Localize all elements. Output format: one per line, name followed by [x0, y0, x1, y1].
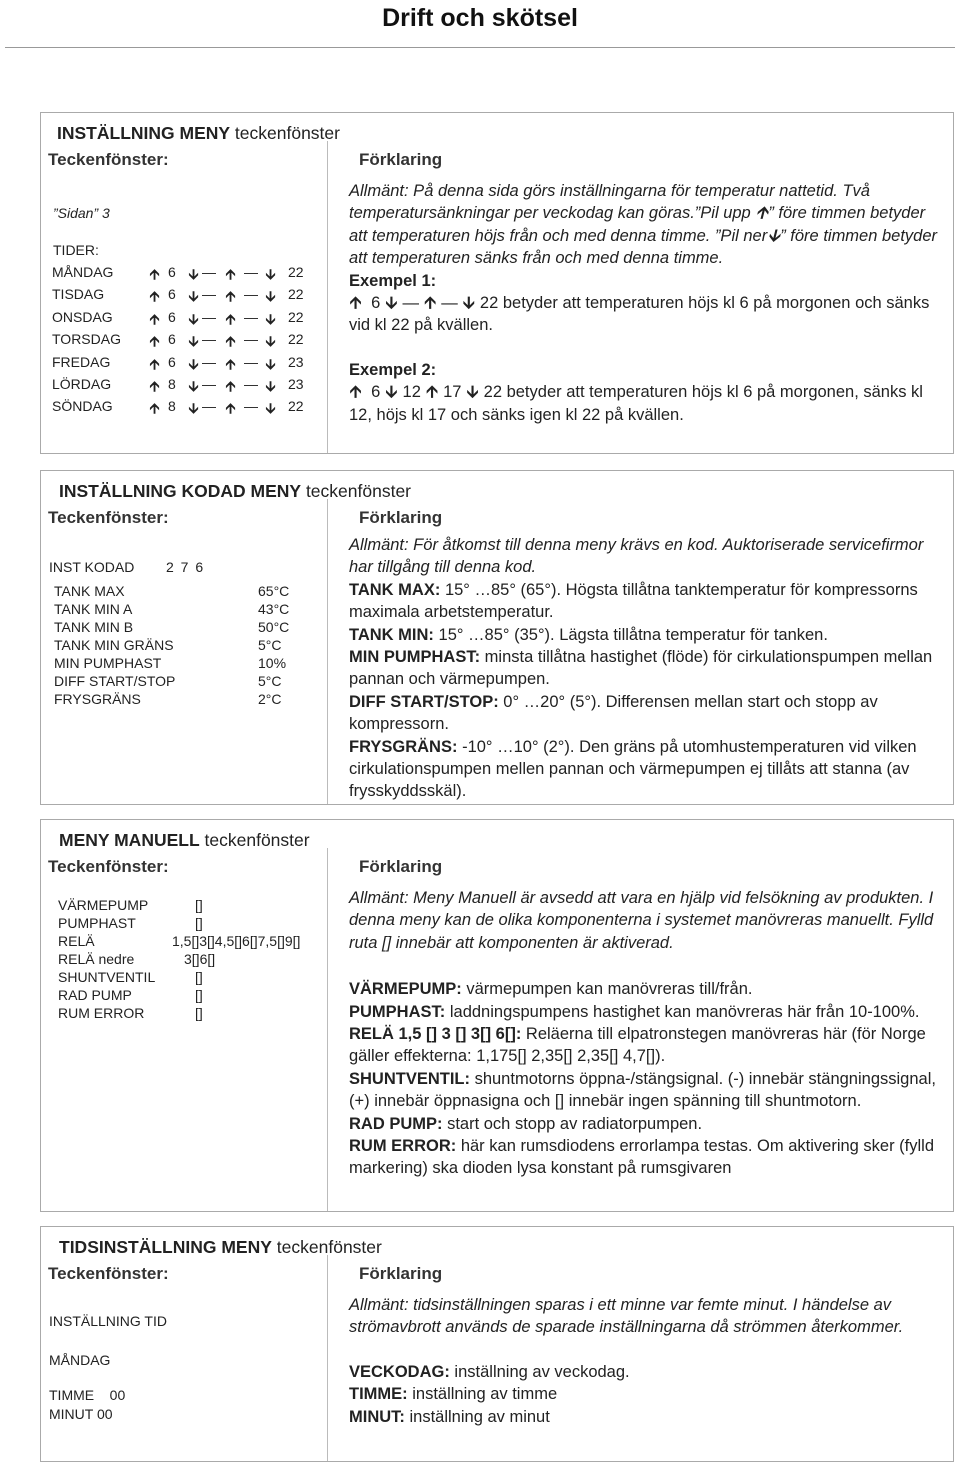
arrow-up-icon: 🡩 — [225, 310, 236, 327]
explanation-items — [349, 579, 947, 803]
dash-separator: — — [202, 353, 216, 370]
manual-row — [58, 951, 328, 969]
setting-row — [54, 601, 324, 619]
dash-separator: — — [244, 264, 258, 280]
manual-label: RUM ERROR — [58, 1005, 145, 1021]
explanation-item — [349, 1383, 947, 1405]
start-hour: 6 — [168, 353, 176, 370]
explanation-item — [349, 736, 947, 803]
explanation-header: Förklaring — [359, 857, 443, 876]
section-title — [59, 481, 411, 502]
setting-row — [54, 673, 324, 691]
section-kodad-meny — [40, 470, 954, 805]
arrow-down-icon: 🡫 — [462, 294, 475, 313]
explanation-text — [349, 1294, 947, 1428]
explanation-item — [349, 1135, 947, 1180]
manual-label: RELÄ nedre — [58, 951, 135, 967]
schedule-row — [52, 264, 322, 284]
arrow-up-icon: 🡩 — [225, 288, 236, 305]
arrow-up-icon: 🡩 — [225, 266, 236, 282]
setting-label: TANK MIN B — [54, 619, 134, 635]
arrow-up-icon: 🡩 — [149, 310, 160, 327]
item-value: här kan rumsdiodens errorlampa testas. Om aktivering sker (fylld markering) ska dioden lysa konstant på rumsgivaren — [349, 1137, 935, 1178]
explanation-header: Förklaring — [359, 1264, 443, 1283]
item-key: TANK MAX: — [349, 580, 441, 599]
display-weekday: MÅNDAG — [49, 1352, 111, 1368]
setting-label: TANK MAX — [54, 583, 125, 599]
general-text: Allmänt: tidsinställningen sparas i ett minne var femte minut. I händelse av strömavbrott används de sparade inställningarna då strömmen återkommer. — [349, 1296, 904, 1337]
manual-label: VÄRMEPUMP — [58, 897, 149, 913]
setting-label: TANK MIN GRÄNS — [54, 637, 174, 653]
manual-row — [58, 1005, 328, 1023]
section-title — [59, 1237, 382, 1258]
item-value: 15° …85° (35°). Lägsta tillåtna temperatur för tanken. — [433, 625, 828, 644]
manual-value: [] — [195, 915, 203, 931]
dash-separator: — — [202, 376, 216, 392]
example-2-text: 🡩 6 🡫 12 🡩 17 🡫 22 betyder att temperaturen höjs kl 6 på morgonen, sänks kl 12, höjs kl 17 och sänks igen kl 22 på kvällen. — [349, 383, 923, 424]
manual-value: [] — [195, 987, 203, 1003]
setting-label: MIN PUMPHAST — [54, 655, 162, 671]
manual-label: PUMPHAST — [58, 915, 136, 931]
schedule-row — [52, 309, 322, 329]
display-times-label: TIDER: — [53, 242, 99, 258]
dash-separator: — — [202, 308, 216, 325]
explanation-item — [349, 1068, 947, 1113]
arrow-up-icon: 🡩 — [426, 383, 438, 402]
display-header: Teckenfönster: — [48, 150, 169, 169]
dash-separator: — — [202, 331, 216, 348]
setting-value: 2°C — [258, 691, 282, 707]
arrow-down-icon: 🡫 — [188, 355, 199, 372]
section-title-bold: INSTÄLLNING KODAD MENY — [59, 481, 302, 501]
arrow-down-icon: 🡫 — [265, 355, 276, 372]
arrow-up-icon: 🡩 — [225, 400, 236, 417]
setting-value: 50°C — [258, 619, 290, 635]
item-value: minsta tillåtna hastighet (flöde) för cirkulationspumpen mellan pannan och värmepumpen. — [349, 648, 933, 689]
item-value: inställning av veckodag. — [449, 1362, 630, 1381]
section-title-rest: teckenfönster — [271, 1237, 382, 1257]
item-key: RELÄ 1,5 [] 3 [] 3[] 6[]: — [349, 1025, 522, 1044]
general-text: Allmänt: För åtkomst till denna meny krävs en kod. Auktoriserade servicefirmor har tillgång till denna kod. — [349, 536, 924, 577]
item-value: shuntmotorns öppna-/stängsignal. (-) innebär stängningssignal, (+) innebär öppnasigna och [] innebär ingen spänning till shuntmotorn. — [349, 1069, 936, 1111]
manual-value: [] — [195, 969, 203, 985]
display-header: Teckenfönster: — [48, 857, 169, 876]
item-key: TANK MIN: — [349, 625, 434, 644]
arrow-down-icon: 🡫 — [188, 266, 199, 282]
section-meny-manuell — [40, 819, 954, 1212]
general-text: Allmänt: På denna sida görs inställningarna för temperatur nattetid. Två temperatursänkningar per veckodag kan göras.”Pil upp 🡩” före timmen betyder att temperaturen höjs från och med denna timme. ”Pil ner🡫” före timmen betyder att temperaturen sänks från och med denna timme. — [349, 182, 938, 268]
item-value: 0° …20° (5°). Differensen mellan start och stopp av kompressorn. — [349, 692, 878, 734]
arrow-up-icon: 🡩 — [149, 355, 160, 372]
example-1-label: Exempel 1: — [349, 271, 437, 290]
arrow-down-icon: 🡫 — [466, 383, 479, 402]
setting-row — [54, 655, 324, 673]
explanation-item — [349, 646, 947, 691]
item-key: VECKODAG: — [349, 1362, 450, 1381]
manual-value: 1,5[]3[]4,5[]6[]7,5[]9[] — [172, 933, 301, 949]
manual-label: SHUNTVENTIL — [58, 969, 156, 985]
section-installning-meny — [40, 112, 954, 454]
schedule-table — [52, 264, 322, 424]
display-header: Teckenfönster: — [48, 1264, 169, 1283]
arrow-down-icon: 🡫 — [385, 294, 398, 313]
dash-separator: — — [244, 286, 258, 303]
arrow-up-icon: 🡩 — [149, 400, 160, 417]
item-key: MINUT: — [349, 1407, 405, 1426]
arrow-up-icon: 🡩 — [349, 383, 362, 402]
manual-value: [] — [195, 897, 203, 913]
setting-row — [54, 691, 324, 709]
section-title-bold: TIDSINSTÄLLNING MENY — [59, 1237, 272, 1257]
arrow-down-icon: 🡫 — [265, 288, 276, 305]
setting-row — [54, 619, 324, 637]
item-key: DIFF START/STOP: — [349, 692, 499, 711]
start-hour: 6 — [168, 331, 176, 348]
weekday-label: ONSDAG — [52, 308, 113, 325]
dash-separator: — — [202, 264, 216, 280]
schedule-row — [52, 376, 322, 396]
display-code-label: INST KODAD — [49, 559, 135, 575]
example-2-label: Exempel 2: — [349, 360, 437, 379]
arrow-down-icon: 🡫 — [188, 288, 199, 305]
section-title-rest: teckenfönster — [301, 481, 411, 501]
item-value: inställning av timme — [407, 1385, 558, 1404]
item-key: VÄRMEPUMP: — [349, 980, 462, 999]
arrow-up-icon: 🡩 — [149, 266, 160, 282]
item-value: inställning av minut — [404, 1407, 550, 1426]
display-time-title: INSTÄLLNING TID — [49, 1313, 167, 1329]
schedule-row — [52, 286, 322, 306]
explanation-items — [349, 978, 947, 1180]
arrow-down-icon: 🡫 — [188, 378, 199, 394]
explanation-text — [349, 534, 947, 803]
setting-label: FRYSGRÄNS — [54, 691, 141, 707]
manual-value: [] — [195, 1005, 203, 1021]
start-hour: 8 — [168, 376, 176, 392]
dash-separator: — — [244, 376, 258, 392]
start-hour: 6 — [168, 308, 176, 325]
section-title-bold: INSTÄLLNING MENY — [57, 123, 231, 143]
explanation-item — [349, 579, 947, 624]
item-key: TIMME: — [349, 1385, 408, 1404]
section-title — [57, 123, 340, 144]
explanation-text — [349, 180, 947, 426]
item-value: start och stopp av radiatorpumpen. — [442, 1114, 703, 1133]
setting-label: DIFF START/STOP — [54, 673, 176, 689]
item-key: PUMPHAST: — [349, 1002, 446, 1021]
weekday-label: TISDAG — [52, 286, 105, 303]
page-title: Drift och skötsel — [382, 4, 578, 32]
manual-row — [58, 897, 328, 915]
explanation-item — [349, 978, 947, 1000]
section-title — [59, 830, 310, 851]
manual-value: 3[]6[] — [184, 951, 216, 967]
arrow-up-icon: 🡩 — [225, 378, 236, 394]
arrow-up-icon: 🡩 — [225, 333, 236, 350]
explanation-item — [349, 1113, 947, 1135]
setting-value: 65°C — [258, 583, 290, 599]
item-value: laddningspumpens hastighet kan manövreras här från 10-100%. — [445, 1002, 920, 1021]
explanation-header: Förklaring — [359, 150, 443, 169]
end-hour: 22 — [288, 331, 304, 348]
end-hour: 22 — [288, 308, 304, 325]
display-header: Teckenfönster: — [48, 508, 169, 527]
arrow-down-icon: 🡫 — [265, 333, 276, 350]
arrow-down-icon: 🡫 — [188, 400, 199, 417]
start-hour: 8 — [168, 398, 176, 415]
manual-label: RELÄ — [58, 933, 95, 949]
manual-row — [58, 915, 328, 933]
weekday-label: MÅNDAG — [52, 264, 114, 280]
arrow-down-icon: 🡫 — [385, 383, 398, 402]
arrow-down-icon: 🡫 — [265, 310, 276, 327]
dash-separator: — — [244, 331, 258, 348]
arrow-up-icon: 🡩 — [424, 294, 437, 313]
schedule-row — [52, 331, 322, 351]
setting-label: TANK MIN A — [54, 601, 133, 617]
arrow-up-icon: 🡩 — [149, 288, 160, 305]
item-value: värmepumpen kan manövreras till/från. — [461, 980, 753, 999]
end-hour: 22 — [288, 264, 304, 280]
arrow-down-icon: 🡫 — [265, 266, 276, 282]
display-hour: TIMME 00 — [49, 1387, 126, 1403]
manual-row — [58, 969, 328, 987]
end-hour: 22 — [288, 398, 304, 415]
setting-row — [54, 637, 324, 655]
manual-table — [58, 897, 328, 1027]
example-1-text: 🡩 6 🡫 — 🡩 — 🡫 22 betyder att temperaturen höjs kl 6 på morgonen och sänks vid kl 22 på kvällen. — [349, 294, 930, 335]
explanation-items — [349, 1361, 947, 1428]
explanation-item — [349, 691, 947, 736]
weekday-label: SÖNDAG — [52, 398, 113, 415]
arrow-down-icon: 🡫 — [767, 226, 780, 245]
section-title-rest: teckenfönster — [230, 123, 340, 143]
start-hour: 6 — [168, 286, 176, 303]
arrow-down-icon: 🡫 — [265, 378, 276, 394]
end-hour: 23 — [288, 376, 304, 392]
explanation-item — [349, 1001, 947, 1023]
schedule-row — [52, 398, 322, 418]
weekday-label: LÖRDAG — [52, 376, 112, 392]
manual-label: RAD PUMP — [58, 987, 132, 1003]
item-key: FRYSGRÄNS: — [349, 737, 458, 756]
item-value: -10° …10° (2°). Den gräns på utomhustemperaturen vid vilken cirkulationspumpen mellen pannan och värmepumpen ej tillåts att stanna (av frysskyddsskäl). — [349, 737, 917, 801]
setting-row — [54, 583, 324, 601]
dash-separator: — — [244, 398, 258, 415]
arrow-up-icon: 🡩 — [755, 204, 768, 223]
setting-value: 43°C — [258, 601, 290, 617]
header-rule — [5, 47, 955, 48]
end-hour: 22 — [288, 286, 304, 303]
item-value: Reläerna till elpatronstegen manövreras här (för Norge gäller effekterna: 1,175[] 2,35[] 2,35[] 4,7[]). — [349, 1025, 926, 1066]
column-divider — [327, 1255, 328, 1461]
item-key: SHUNTVENTIL: — [349, 1069, 470, 1088]
setting-value: 10% — [258, 655, 287, 671]
arrow-up-icon: 🡩 — [349, 294, 362, 313]
dash-separator: — — [202, 398, 216, 415]
explanation-item — [349, 624, 947, 646]
dash-separator: — — [244, 308, 258, 325]
weekday-label: FREDAG — [52, 353, 111, 370]
explanation-header: Förklaring — [359, 508, 443, 527]
arrow-up-icon: 🡩 — [149, 378, 160, 394]
arrow-down-icon: 🡫 — [188, 333, 199, 350]
dash-separator: — — [202, 286, 216, 303]
arrow-down-icon: 🡫 — [265, 400, 276, 417]
item-key: RUM ERROR: — [349, 1137, 457, 1156]
manual-row — [58, 933, 328, 951]
item-value: 15° …85° (65°). Högsta tillåtna tanktemperatur för kompressorns maximala arbetstemperatur. — [349, 580, 918, 622]
explanation-item — [349, 1023, 947, 1068]
explanation-text — [349, 887, 947, 1180]
general-text: Allmänt: Meny Manuell är avsedd att vara en hjälp vid felsökning av produkten. I denna meny kan de olika komponenterna i systemet manövreras manuellt. Fylld ruta [] innebär att komponenten är aktiverad. — [349, 889, 934, 952]
explanation-item — [349, 1406, 947, 1428]
dash-separator: — — [244, 353, 258, 370]
schedule-row — [52, 354, 322, 374]
display-code-value: 2 7 6 — [166, 559, 204, 575]
settings-table — [54, 583, 324, 713]
arrow-up-icon: 🡩 — [225, 355, 236, 372]
arrow-up-icon: 🡩 — [149, 333, 160, 350]
item-key: RAD PUMP: — [349, 1114, 443, 1133]
display-minute: MINUT 00 — [49, 1406, 113, 1422]
manual-row — [58, 987, 328, 1005]
end-hour: 23 — [288, 353, 304, 370]
setting-value: 5°C — [258, 673, 282, 689]
section-title-rest: teckenfönster — [199, 830, 310, 850]
section-tidsinstallning — [40, 1226, 954, 1462]
arrow-down-icon: 🡫 — [188, 310, 199, 327]
explanation-item — [349, 1361, 947, 1383]
start-hour: 6 — [168, 264, 176, 280]
column-divider — [327, 499, 328, 804]
setting-value: 5°C — [258, 637, 282, 653]
column-divider — [327, 141, 328, 453]
display-page-label: ”Sidan” 3 — [53, 205, 110, 221]
section-title-bold: MENY MANUELL — [59, 830, 200, 850]
item-key: MIN PUMPHAST: — [349, 648, 481, 667]
weekday-label: TORSDAG — [52, 331, 121, 348]
